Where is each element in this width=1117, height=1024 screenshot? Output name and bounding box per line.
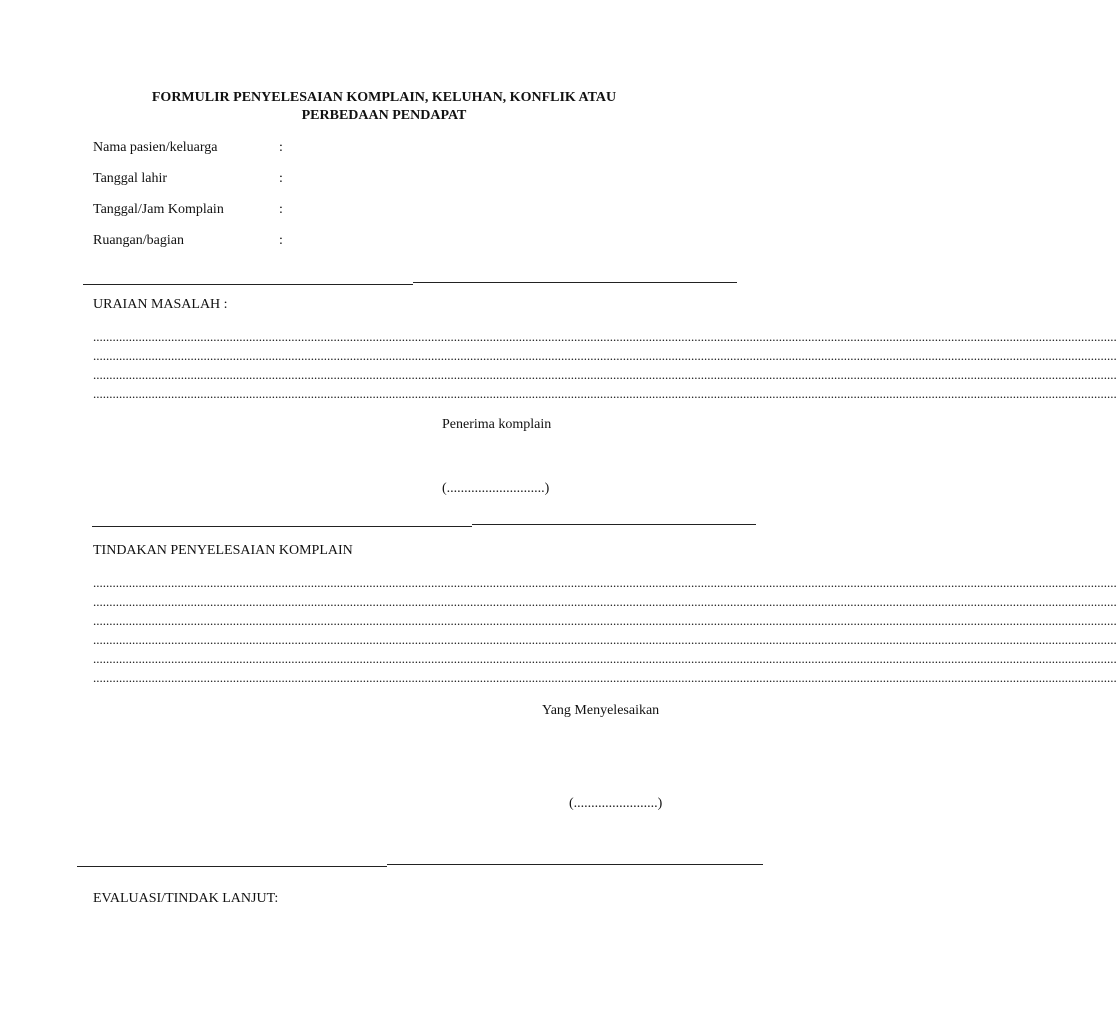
resolver-signature: (........................) [569,796,663,811]
field-label-room-department: Ruangan/bagian [93,233,184,248]
resolution-dotted-line: ........................................................................................................................................................................................................................................................................................................................... [93,632,1117,647]
resolution-section-heading: TINDAKAN PENYELESAIAN KOMPLAIN [93,543,353,558]
section-divider [387,864,763,865]
field-separator: : [279,233,283,248]
section-divider [92,526,472,527]
field-label-patient-name: Nama pasien/keluarga [93,140,218,155]
resolution-dotted-line: ........................................................................................................................................................................................................................................................................................................................... [93,594,1117,609]
problem-dotted-line: ........................................................................................................................................................................................................................................................................................................................... [93,329,1117,344]
problem-section-heading: URAIAN MASALAH : [93,297,228,312]
problem-dotted-line: ........................................................................................................................................................................................................................................................................................................................... [93,386,1117,401]
section-divider [472,524,756,525]
field-separator: : [279,140,283,155]
complaint-receiver-signature: (............................) [442,481,550,496]
field-separator: : [279,202,283,217]
resolution-dotted-line: ........................................................................................................................................................................................................................................................................................................................... [93,575,1117,590]
complaint-receiver-label: Penerima komplain [442,417,552,432]
form-title-line-2: PERBEDAAN PENDAPAT [301,108,467,123]
field-label-complaint-datetime: Tanggal/Jam Komplain [93,202,224,217]
problem-dotted-line: ........................................................................................................................................................................................................................................................................................................................... [93,367,1117,382]
field-separator: : [279,171,283,186]
form-title-line-1: FORMULIR PENYELESAIAN KOMPLAIN, KELUHAN, KONFLIK ATAU [151,90,617,105]
field-label-birth-date: Tanggal lahir [93,171,168,186]
problem-dotted-line: ........................................................................................................................................................................................................................................................................................................................... [93,348,1117,363]
resolution-dotted-line: ........................................................................................................................................................................................................................................................................................................................... [93,651,1117,666]
evaluation-section-heading: EVALUASI/TINDAK LANJUT: [93,891,279,906]
resolution-dotted-line: ........................................................................................................................................................................................................................................................................................................................... [93,613,1117,628]
resolver-label: Yang Menyelesaikan [542,703,660,718]
section-divider [413,282,737,283]
section-divider [77,866,387,867]
resolution-dotted-line: ........................................................................................................................................................................................................................................................................................................................... [93,670,1117,685]
section-divider [83,284,413,285]
